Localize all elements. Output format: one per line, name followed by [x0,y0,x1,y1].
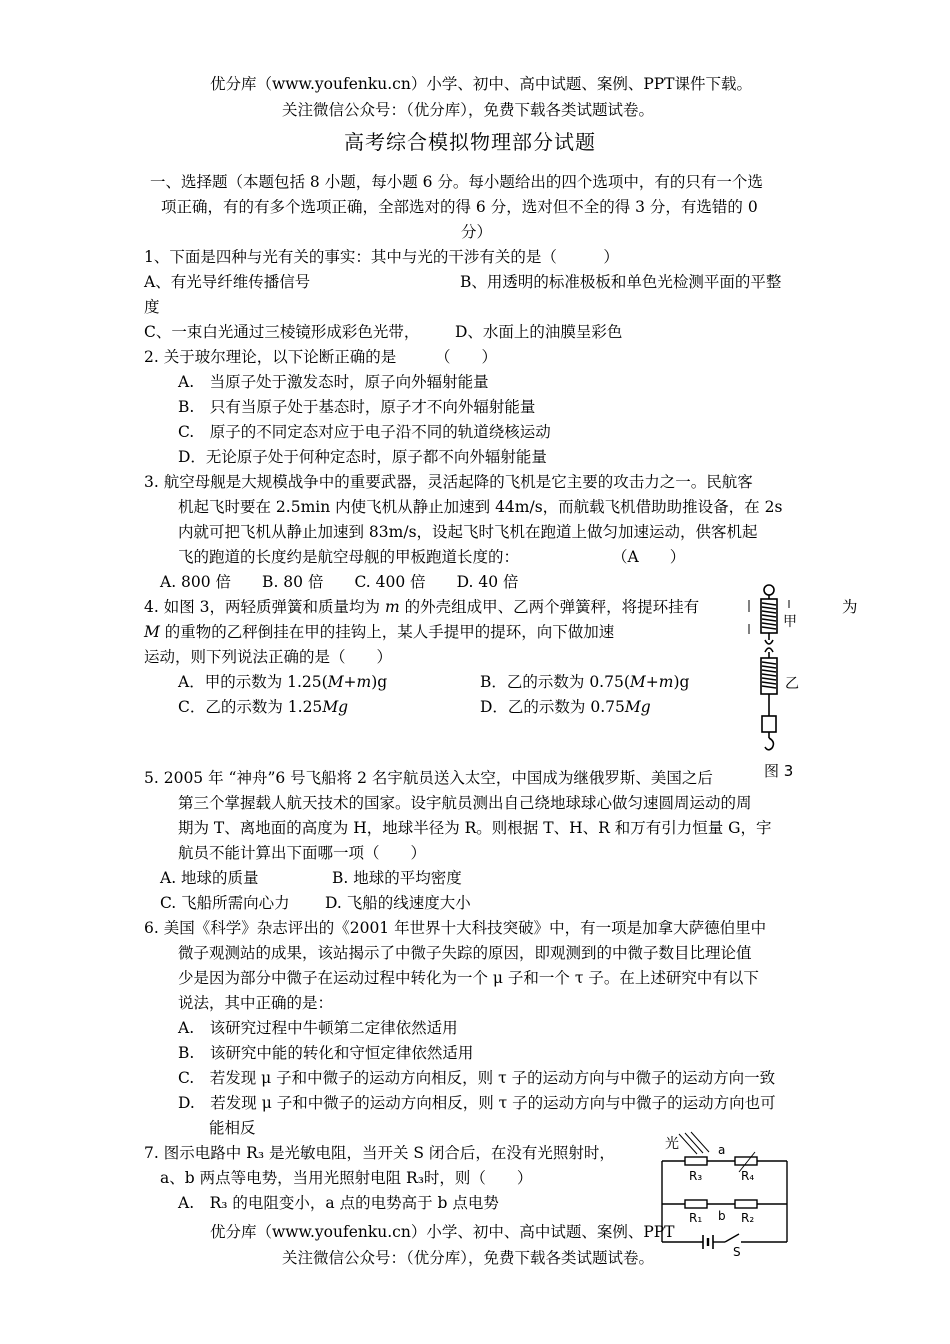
header-line-1: 优分库（www.youfenku.cn）小学、初中、高中试题、案例、PPT课件下载。 [210,75,753,93]
q2-option-a: A. 当原子处于激发态时，原子向外辐射能量 [178,373,489,391]
page-title: 高考综合模拟物理部分试题 [344,130,596,154]
resistor-r3 [685,1157,707,1165]
q4-option-d: D．乙的示数为 0.75Mg [480,698,651,716]
q3-line-4: 飞的跑道的长度约是航空母舰的甲板跑道长度的： （A ） [178,548,686,566]
q5-option-c: C. 飞船所需向心力 [160,894,290,912]
r3-label: R₃ [689,1169,703,1183]
top-ring [764,585,774,595]
q6-line-3: 少是因为部分中微子在运动过程中转化为一个 μ 子和一个 τ 子。在上述研究中有以下 [178,969,759,987]
q2-option-b: B. 只有当原子处于基态时，原子才不向外辐射能量 [178,398,536,416]
light-label: 光 [665,1136,679,1152]
q1-option-a: A、有光导纤维传播信号 [144,273,311,291]
q2-stem: 2. 关于玻尔理论，以下论断正确的是 （ ） [144,348,497,366]
label-yi: 乙 [785,676,799,692]
q6-line-4: 说法，其中正确的是： [178,994,334,1012]
q5-line-2: 第三个掌握载人航天技术的国家。设宇航员测出自己绕地球球心做匀速圆周运动的周 [178,794,752,812]
node-a-label: a [718,1143,726,1157]
section-instructions-line-2: 项正确，有的有多个选项正确，全部选对的得 6 分，选对但不全的得 3 分，有选错的 0 [161,198,758,216]
q1-option-b-cont: 度 [144,298,160,316]
q3-line-2: 机起飞时要在 2.5min 内使飞机从静止加速到 44m/s，而航载飞机借助助推设备，在 2s [178,498,783,516]
q6-option-c: C. 若发现 μ 子和中微子的运动方向相反，则 τ 子的运动方向与中微子的运动方向一致 [178,1069,776,1087]
q6-option-a: A. 该研究过程中牛顿第二定律依然适用 [178,1019,458,1037]
q6-option-d: D. 若发现 μ 子和中微子的运动方向相反，则 τ 子的运动方向与中微子的运动方向也可 [178,1094,776,1112]
node-b-label: b [718,1209,726,1223]
footer-line-2: 关注微信公众号：（优分库），免费下载各类试题试卷。 [282,1249,655,1267]
q4-line-1: 4. 如图 3，两轻质弹簧和质量均为 m 的外壳组成甲、乙两个弹簧秤，将提环挂有 [144,598,700,616]
q4-option-c: C．乙的示数为 1.25Mg [178,698,349,716]
q4-line-2: M 的重物的乙秤倒挂在甲的挂钩上，某人手提甲的提环，向下做加速 [144,623,615,641]
q7-option-a: A. R₃ 的电阻变小，a 点的电势高于 b 点电势 [178,1194,499,1212]
bottom-hook [765,738,773,750]
q5-option-a: A. 地球的质量 [160,869,259,887]
section-instructions-line-3: 分） [461,223,493,241]
q3-line-1: 3. 航空母舰是大规模战争中的重要武器，灵活起降的飞机是它主要的攻击力之一。民航客 [144,473,753,491]
q1-option-b: B、用透明的标准极板和单色光检测平面的平整 [460,273,782,291]
circuit-figure [655,1130,805,1260]
q3-line-3: 内就可把飞机从静止加速到 83m/s，设起飞时飞机在跑道上做匀加速运动，供客机起 [178,523,758,541]
section-instructions-line-1: 一、选择题（本题包括 8 小题，每小题 6 分。每小题给出的四个选项中，有的只有一个选 [150,173,763,191]
q5-line-3: 期为 T、离地面的高度为 H，地球半径为 R。则根据 T、H、R 和万有引力恒量 G，宇 [178,819,772,837]
footer-line-1: 优分库（www.youfenku.cn）小学、初中、高中试题、案例、PPT [210,1223,675,1241]
q5-line-4: 航员不能计算出下面哪一项（ ） [178,844,427,862]
q6-line-2: 微子观测站的成果，该站揭示了中微子失踪的原因，即观测到的中微子数目比理论值 [178,944,752,962]
q1-option-d: D、水面上的油膜呈彩色 [455,323,623,341]
resistor-r2 [735,1200,757,1208]
q4-line-3: 运动，则下列说法正确的是（ ） [144,648,393,666]
r1-label: R₁ [689,1211,703,1225]
scale-yi-spring [762,662,776,688]
q6-line-1: 6. 美国《科学》杂志评出的《2001 年世界十大科技突破》中，有一项是加拿大萨德伯里中 [144,919,767,937]
q7-line-1: 7. 图示电路中 R₃ 是光敏电阻，当开关 S 闭合后，在没有光照射时， [144,1144,615,1162]
q3-options: A. 800 倍 B. 80 倍 C. 400 倍 D. 40 倍 [160,573,519,591]
switch-s [725,1234,739,1242]
r4-label: R₄ [741,1169,755,1183]
figure-3-spring-scales [738,582,808,782]
q5-line-1: 5. 2005 年 “神舟”6 号飞船将 2 名宇航员送入太空，中国成为继俄罗斯、美国之后 [144,769,713,787]
q1-stem: 1、下面是四种与光有关的事实：其中与光的干涉有关的是（ ） [144,248,619,266]
header-line-2: 关注微信公众号：（优分库），免费下载各类试题试卷。 [282,101,655,119]
q7-line-2: a、b 两点等电势，当用光照射电阻 R₃时，则（ ） [160,1169,533,1187]
weight-block [762,716,776,732]
figure-3-caption: 图 3 [764,762,794,780]
q4-option-a: A．甲的示数为 1.25(M+m)g [178,673,388,691]
switch-label: S [733,1245,741,1259]
r2-label: R₂ [741,1211,755,1225]
resistor-r1 [685,1200,707,1208]
q4-option-b: B．乙的示数为 0.75(M+m)g [480,673,690,691]
q5-option-d: D. 飞船的线速度大小 [325,894,471,912]
q6-option-d-cont: 能相反 [209,1119,256,1137]
q4-line-1-end: 为 [842,598,858,616]
q5-option-b: B. 地球的平均密度 [332,869,462,887]
q2-option-d: D．无论原子处于何种定态时，原子都不向外辐射能量 [178,448,547,466]
q6-option-b: B. 该研究中能的转化和守恒定律依然适用 [178,1044,474,1062]
q2-option-c: C. 原子的不同定态对应于电子沿不同的轨道绕核运动 [178,423,551,441]
q1-option-c: C、一束白光通过三棱镜形成彩色光带， [144,323,420,341]
scale-jia-spring [762,603,776,629]
label-jia: 甲 [783,614,797,630]
